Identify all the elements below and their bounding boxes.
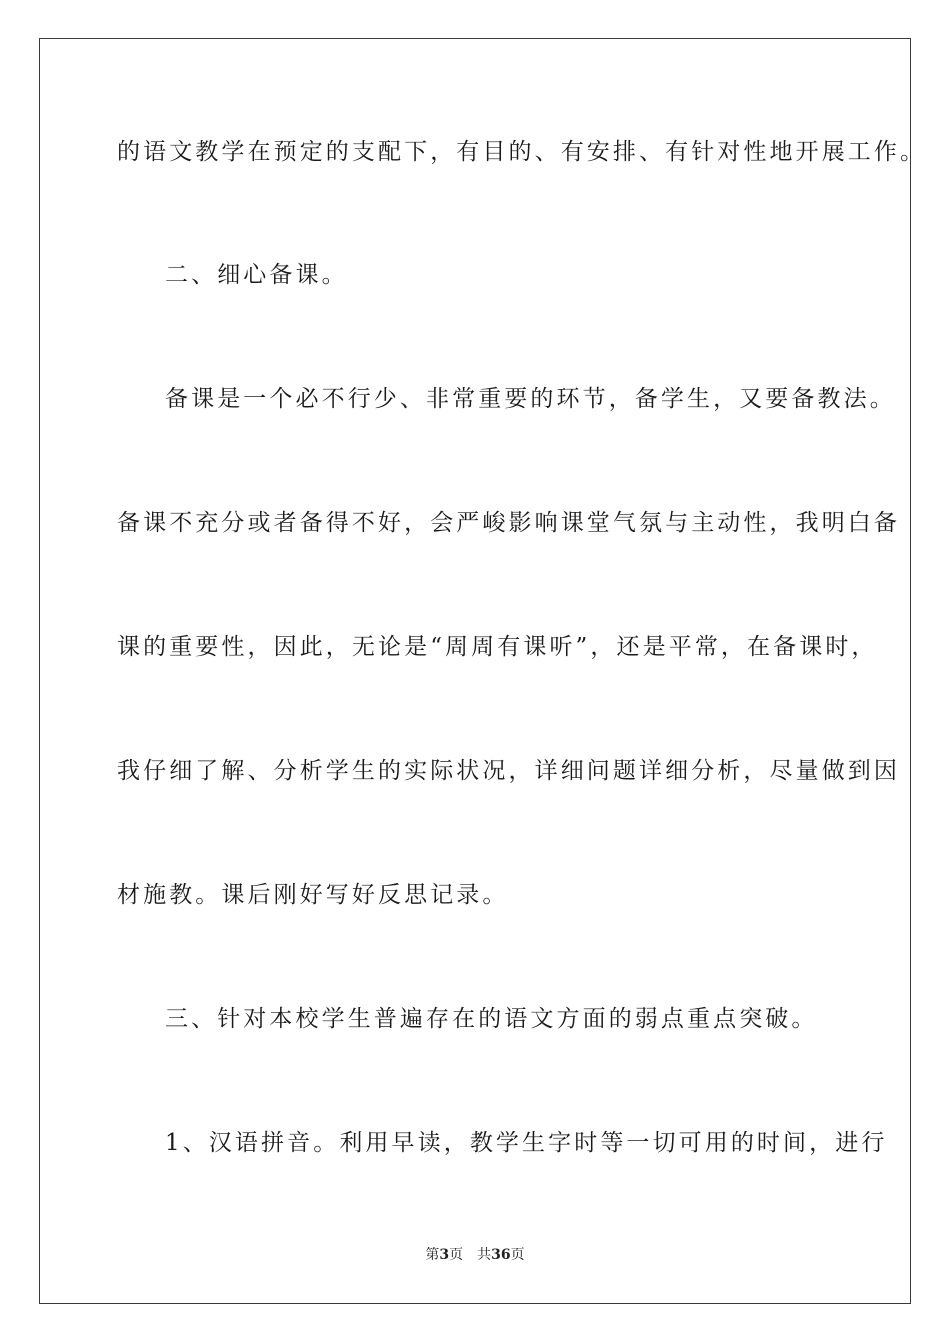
body-line-5: 课的重要性，因此，无论是“周周有课听”，还是平常，在备课时， — [117, 634, 878, 660]
page-footer — [0, 1246, 950, 1264]
footer-total-pages: 36 — [491, 1247, 511, 1263]
footer-current-page: 3 — [439, 1247, 450, 1263]
footer-page-prefix: 第 — [425, 1247, 440, 1263]
footer-total-suffix: 页 — [510, 1247, 525, 1263]
body-line-9: 1、汉语拼音。利用早读，教学生字时等一切可用的时间，进行 — [165, 1130, 888, 1156]
footer-total-prefix: 共 — [477, 1247, 492, 1263]
section-heading-3: 三、针对本校学生普遍存在的语文方面的弱点重点突破。 — [165, 1006, 818, 1032]
body-line-7: 材施教。课后刚好写好反思记录。 — [117, 882, 509, 908]
section-heading-2: 二、细心备课。 — [165, 262, 348, 288]
body-line-3: 备课是一个必不行少、非常重要的环节，备学生，又要备教法。 — [165, 386, 896, 412]
footer-page-suffix: 页 — [449, 1247, 464, 1263]
page-border — [39, 38, 911, 1304]
body-line-6: 我仔细了解、分析学生的实际状况，详细问题详细分析，尽量做到因 — [117, 758, 900, 784]
body-line-1: 的语文教学在预定的支配下，有目的、有安排、有针对性地开展工作。 — [117, 139, 927, 165]
body-line-4: 备课不充分或者备得不好，会严峻影响课堂气氛与主动性，我明白备 — [117, 510, 900, 536]
